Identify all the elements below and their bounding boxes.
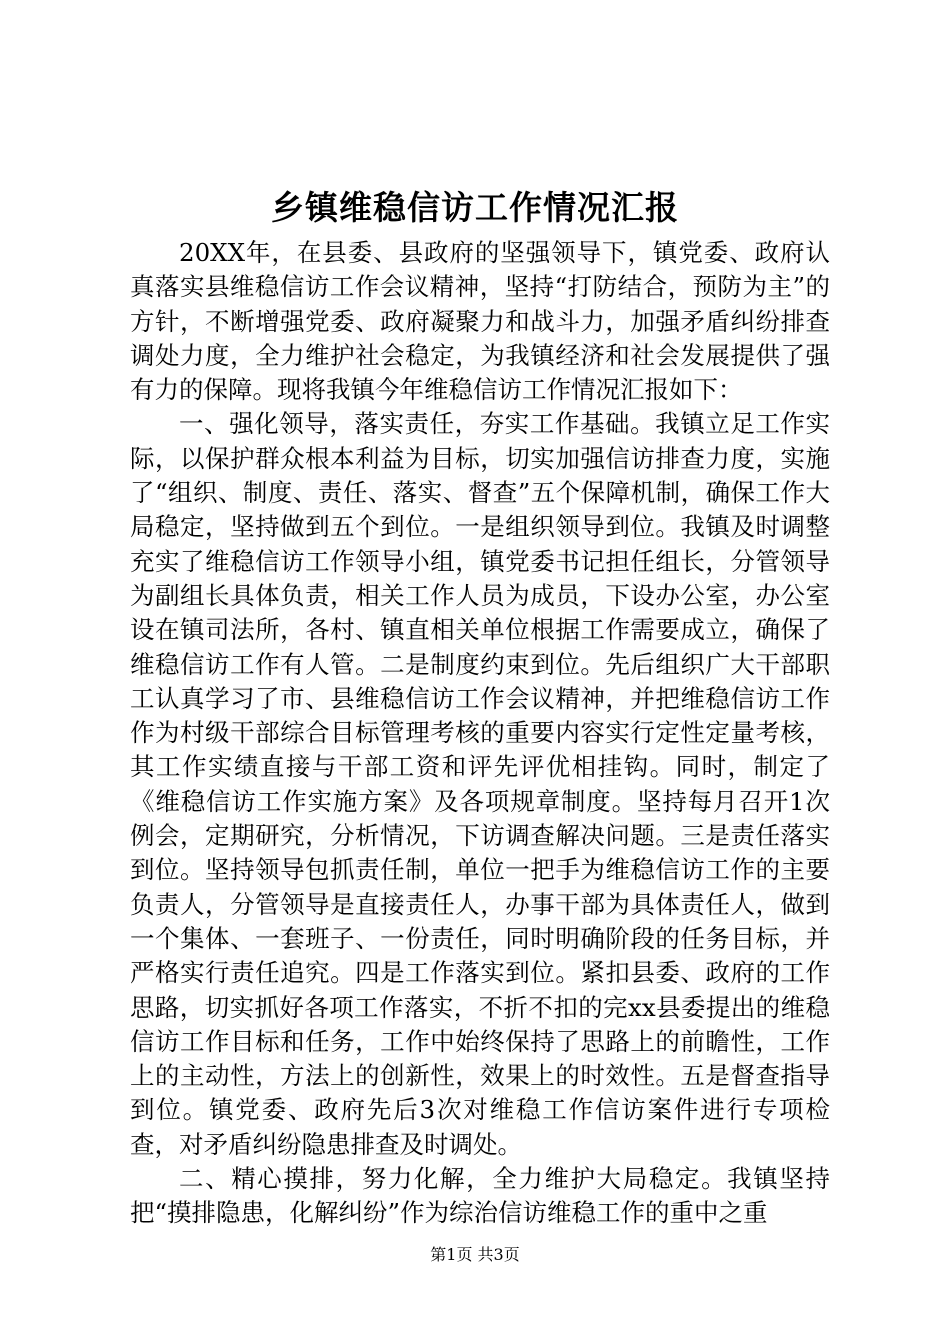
document-title: 乡镇维稳信访工作情况汇报	[271, 188, 679, 227]
paragraph-section-one: 一、强化领导，落实责任，夯实工作基础。我镇立足工作实际，以保护群众根本利益为目标，切实加强信访排查力度，实施了“组织、制度、责任、落实、督查”五个保障机制，确保工作大局稳定，坚持做到五个到位。一是组织领导到位。我镇及时调整充实了维稳信访工作领导小组，镇党委书记担任组长，分管领导为副组长具体负责，相关工作人员为成员，下设办公室，办公室设在镇司法所，各村、镇直相关单位根据工作需要成立，确保了维稳信访工作有人管。二是制度约束到位。先后组织广大干部职工认真学习了市、县维稳信访工作会议精神，并把维稳信访工作作为村级干部综合目标管理考核的重要内容实行定性定量考核，其工作实绩直接与干部工资和评先评优相挂钩。同时，制定了《维稳信访工作实施方案》及各项规章制度。坚持每月召开1次例会，定期研究，分析情况，下访调查解决问题。三是责任落实到位。坚持领导包抓责任制，单位一把手为维稳信访工作的主要负责人，分管领导是直接责任人，办事干部为具体责任人，做到一个集体、一套班子、一份责任，同时明确阶段的任务目标，并严格实行责任追究。四是工作落实到位。紧扣县委、政府的工作思路，切实抓好各项工作落实，不折不扣的完xx县委提出的维稳信访工作目标和任务，工作中始终保持了思路上的前瞻性，工作上的主动性，方法上的创新性，效果上的时效性。五是督查指导到位。镇党委、政府先后3次对维稳工作信访案件进行专项检查，对矛盾纠纷隐患排查及时调处。	[130, 409, 830, 1159]
page-number-footer: 第1页 共3页	[430, 1245, 520, 1264]
document-body	[130, 236, 830, 1231]
paragraph-intro: 20XX年，在县委、县政府的坚强领导下，镇党委、政府认真落实县维稳信访工作会议精神，坚持“打防结合，预防为主”的方针，不断增强党委、政府凝聚力和战斗力，加强矛盾纠纷排查调处力度，全力维护社会稳定，为我镇经济和社会发展提供了强有力的保障。现将我镇今年维稳信访工作情况汇报如下：	[130, 238, 830, 405]
paragraph-section-two: 二、精心摸排，努力化解，全力维护大局稳定。我镇坚持把“摸排隐患，化解纠纷”作为综治信访维稳工作的重中之重	[130, 1164, 830, 1228]
